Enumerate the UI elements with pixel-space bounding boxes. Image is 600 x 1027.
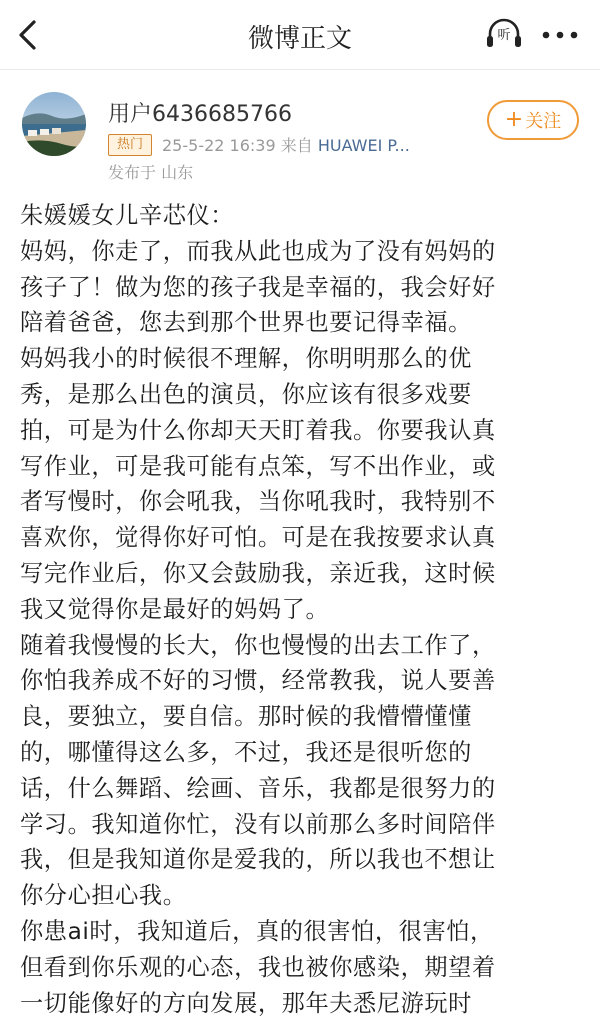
body-line: 你分心担心我。: [20, 882, 187, 910]
body-line: 我又觉得你是最好的妈妈了。: [20, 595, 330, 623]
body-line: 你怕我养成不好的习惯，经常教我，说人要善: [20, 667, 496, 695]
body-line: 孩子了！做为您的孩子我是幸福的，我会好好: [20, 273, 496, 301]
body-line: 你患ai时，我知道后，真的很害怕，很害怕，: [20, 917, 494, 945]
post-datetime: 25-5-22 16:39: [162, 136, 276, 155]
body-line: 一切能像好的方向发展，那年夫悉尼游玩时: [20, 989, 472, 1017]
body-line: 秀，是那么出色的演员，你应该有很多戏要: [20, 380, 472, 408]
follow-button[interactable]: [487, 100, 579, 140]
avatar[interactable]: [22, 92, 86, 156]
username[interactable]: 用户6436685766: [108, 102, 292, 127]
post-location: 发布于 山东: [108, 163, 194, 182]
listen-button[interactable]: [484, 16, 524, 52]
body-line: 写完作业后，你又会鼓励我，亲近我，这时候: [20, 559, 496, 587]
body-line: 随着我慢慢的长大，你也慢慢的出去工作了，: [20, 631, 496, 659]
post-meta: [162, 133, 410, 156]
body-line: 话，什么舞蹈、绘画、音乐，我都是很努力的: [20, 774, 496, 802]
post-body-text: [20, 198, 586, 1021]
body-line: 妈妈我小的时候很不理解，你明明那么的优: [20, 345, 472, 373]
body-line: 但看到你乐观的心态，我也被你感染，期望着: [20, 953, 496, 981]
top-nav-bar: [0, 0, 600, 70]
source-prefix: 来自: [280, 136, 313, 155]
body-line: 学习。我知道你忙，没有以前那么多时间陪伴: [20, 810, 496, 838]
plus-icon: +: [504, 107, 524, 132]
body-line: 朱媛媛女儿辛芯仪：: [20, 202, 235, 229]
source-device-link[interactable]: HUAWEI P...: [317, 136, 410, 155]
body-line: 拍，可是为什么你却天天盯着我。你要我认真: [20, 416, 496, 444]
listen-label: 听: [497, 28, 511, 43]
more-dots-icon[interactable]: [540, 20, 580, 50]
body-line: 陪着爸爸，您去到那个世界也要记得幸福。: [20, 309, 472, 337]
body-line: 写作业，可是我可能有点笨，写不出作业，或: [20, 452, 496, 480]
body-line: 者写慢时，你会吼我，当你吼我时，我特别不: [20, 488, 496, 516]
body-line: 妈妈，你走了，而我从此也成为了没有妈妈的: [20, 237, 496, 265]
body-line: 喜欢你，觉得你好可怕。可是在我按要求认真: [20, 524, 496, 552]
hot-tag-badge: 热门: [108, 134, 152, 156]
body-line: 的，哪懂得这么多，不过，我还是很听您的: [20, 738, 472, 766]
follow-label: 关注: [525, 111, 562, 132]
body-line: 我，但是我知道你是爱我的，所以我也不想让: [20, 846, 496, 874]
body-line: 良，要独立，要自信。那时候的我懵懵懂懂: [20, 703, 472, 731]
page-title: 微博正文: [247, 24, 352, 54]
